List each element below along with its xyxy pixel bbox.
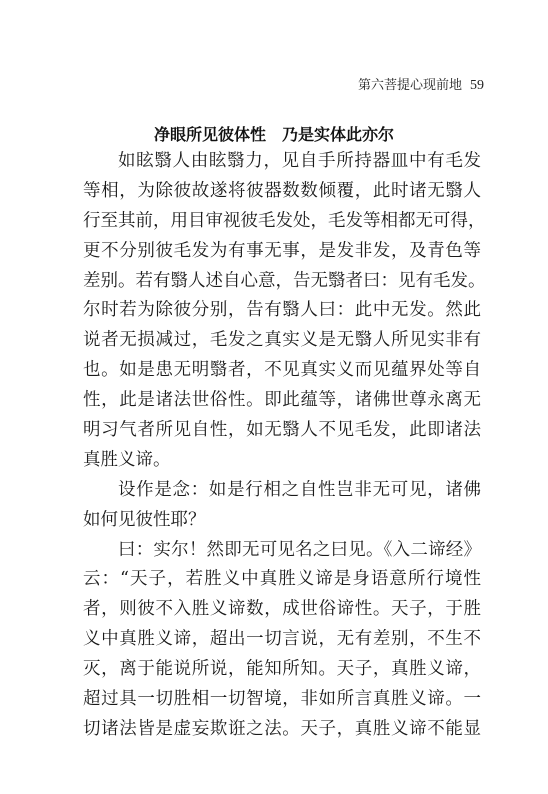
text-line: 差别。若有翳人述自心意，告无翳者曰：见有毛发。 <box>83 270 486 291</box>
running-header <box>358 74 484 94</box>
text-line: 者，则彼不入胜义谛数，成世俗谛性。天子，于胜 <box>83 599 481 620</box>
text-line: 云：“天子，若胜义中真胜义谛是身语意所行境性 <box>83 569 481 590</box>
section-heading: 净眼所见彼体性 乃是实体此亦尔 <box>153 125 394 144</box>
paragraph <box>83 536 481 745</box>
text-line: 也。如是患无明翳者，不见真实义而见蕴界处等自 <box>83 360 481 381</box>
chapter-title: 第六菩提心现前地 <box>357 78 462 93</box>
text-line: 超过具一切胜相一切智境，非如所言真胜义谛。一 <box>83 689 481 710</box>
text-line: 切诸法皆是虚妄欺诳之法。天子，真胜义谛不能显 <box>83 718 481 739</box>
text-line: 性，此是诸法世俗性。即此蕴等，诸佛世尊永离无 <box>83 390 481 411</box>
text-line: 说者无损减过，毛发之真实义是无翳人所见实非有 <box>83 330 481 351</box>
text-line: 义中真胜义谛，超出一切言说，无有差别，不生不 <box>83 629 481 650</box>
text-line: 灭，离于能说所说，能知所知。天子，真胜义谛， <box>83 659 481 680</box>
text-line: 行至其前，用目审视彼毛发处，毛发等相都无可得， <box>83 210 486 231</box>
text-line: 真胜义谛。 <box>83 449 171 470</box>
paragraph <box>83 147 486 476</box>
text-line: 等相，为除彼故遂将彼器数数倾覆，此时诸无翳人 <box>83 180 481 201</box>
text-line: 如何见彼性耶？ <box>83 509 206 530</box>
text-line: 曰：实尔！然即无可见名之曰见。《入二谛经》 <box>118 539 481 560</box>
page-number: 59 <box>470 78 484 93</box>
text-line: 如眩翳人由眩翳力，见自手所持器皿中有毛发 <box>118 151 481 171</box>
text-line: 更不分别彼毛发为有事无事，是发非发，及青色等 <box>83 240 481 261</box>
text-line: 尔时若为除彼分别，告有翳人曰：此中无发。然此 <box>83 300 481 321</box>
paragraph <box>83 476 481 536</box>
text-line: 设作是念：如是行相之自性岂非无可见，诸佛 <box>118 479 481 500</box>
text-line: 明习气者所见自性，如无翳人不见毛发，此即诸法 <box>83 420 481 441</box>
body-text <box>83 147 486 745</box>
